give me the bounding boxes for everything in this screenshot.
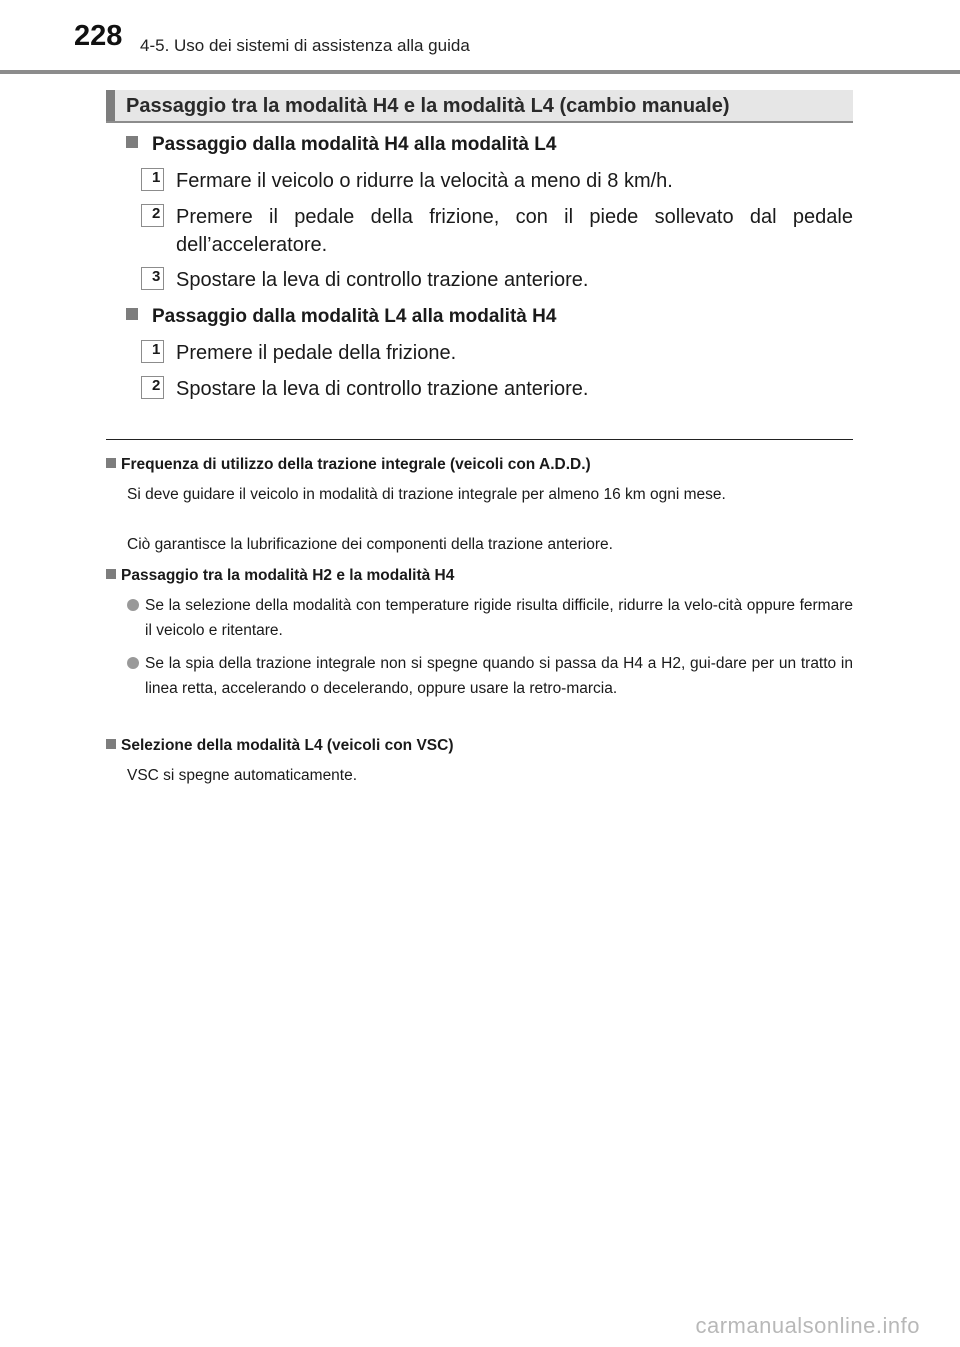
bullet-text: Se la selezione della modalità con temperature rigide risulta difficile, ridurre la velo-cità oppure fermare il veicolo e ritentare. <box>145 597 853 639</box>
page-number: 228 <box>74 20 123 52</box>
square-bullet-icon <box>126 308 138 320</box>
procedure-step <box>141 375 853 403</box>
note-heading <box>106 737 453 755</box>
section-banner-bar <box>106 90 115 121</box>
note-text: Si deve guidare il veicolo in modalità di trazione integrale per almeno 16 km ogni mese. <box>127 486 726 503</box>
note-text: Ciò garantisce la lubrificazione dei componenti della trazione anteriore. <box>127 536 613 553</box>
step-number: 1 <box>141 168 164 191</box>
note-bullet <box>127 651 853 701</box>
note-text: VSC si spegne automaticamente. <box>127 767 358 784</box>
step-text: Fermare il veicolo o ridurre la velocità a meno di 8 km/h. <box>176 170 673 192</box>
note-title: Passaggio tra la modalità H2 e la modalità H4 <box>121 567 455 584</box>
section-title: Passaggio tra la modalità H4 e la modalità L4 (cambio manuale) <box>126 95 730 117</box>
section-banner <box>106 90 853 123</box>
step-text: Premere il pedale della frizione, con il piede sollevato dal pedale dell’acceleratore. <box>176 206 853 256</box>
note-heading <box>106 456 591 474</box>
step-text: Spostare la leva di controllo trazione anteriore. <box>176 269 589 291</box>
note-title: Frequenza di utilizzo della trazione integrale (veicoli con A.D.D.) <box>121 456 591 473</box>
step-number: 1 <box>141 340 164 363</box>
square-bullet-icon <box>106 739 116 749</box>
bullet-text: Se la spia della trazione integrale non si spegne quando si passa da H4 a H2, gui-dare per un tratto in linea retta, accelerando o decelerando, oppure usare la retro-marcia. <box>145 655 853 697</box>
procedure-heading <box>126 134 556 156</box>
header-rule <box>0 70 960 74</box>
note-title: Selezione della modalità L4 (veicoli con VSC) <box>121 737 454 754</box>
watermark: carmanualsonline.info <box>695 1313 920 1338</box>
procedure-title: Passaggio dalla modalità H4 alla modalità L4 <box>152 134 557 155</box>
circle-bullet-icon <box>127 657 139 669</box>
procedure-step <box>141 339 853 367</box>
step-number: 3 <box>141 267 164 290</box>
square-bullet-icon <box>106 569 116 579</box>
procedure-step <box>141 266 853 294</box>
step-number: 2 <box>141 204 164 227</box>
procedure-step <box>141 167 853 195</box>
circle-bullet-icon <box>127 599 139 611</box>
note-heading <box>106 567 454 585</box>
square-bullet-icon <box>126 136 138 148</box>
step-number: 2 <box>141 376 164 399</box>
procedure-heading <box>126 306 556 328</box>
square-bullet-icon <box>106 458 116 468</box>
procedure-title: Passaggio dalla modalità L4 alla modalità H4 <box>152 306 557 327</box>
step-text: Premere il pedale della frizione. <box>176 342 457 364</box>
notes-divider <box>106 439 853 440</box>
procedure-step <box>141 203 853 259</box>
step-text: Spostare la leva di controllo trazione anteriore. <box>176 378 589 400</box>
note-bullet <box>127 593 853 643</box>
chapter-title: 4-5. Uso dei sistemi di assistenza alla guida <box>140 36 470 55</box>
